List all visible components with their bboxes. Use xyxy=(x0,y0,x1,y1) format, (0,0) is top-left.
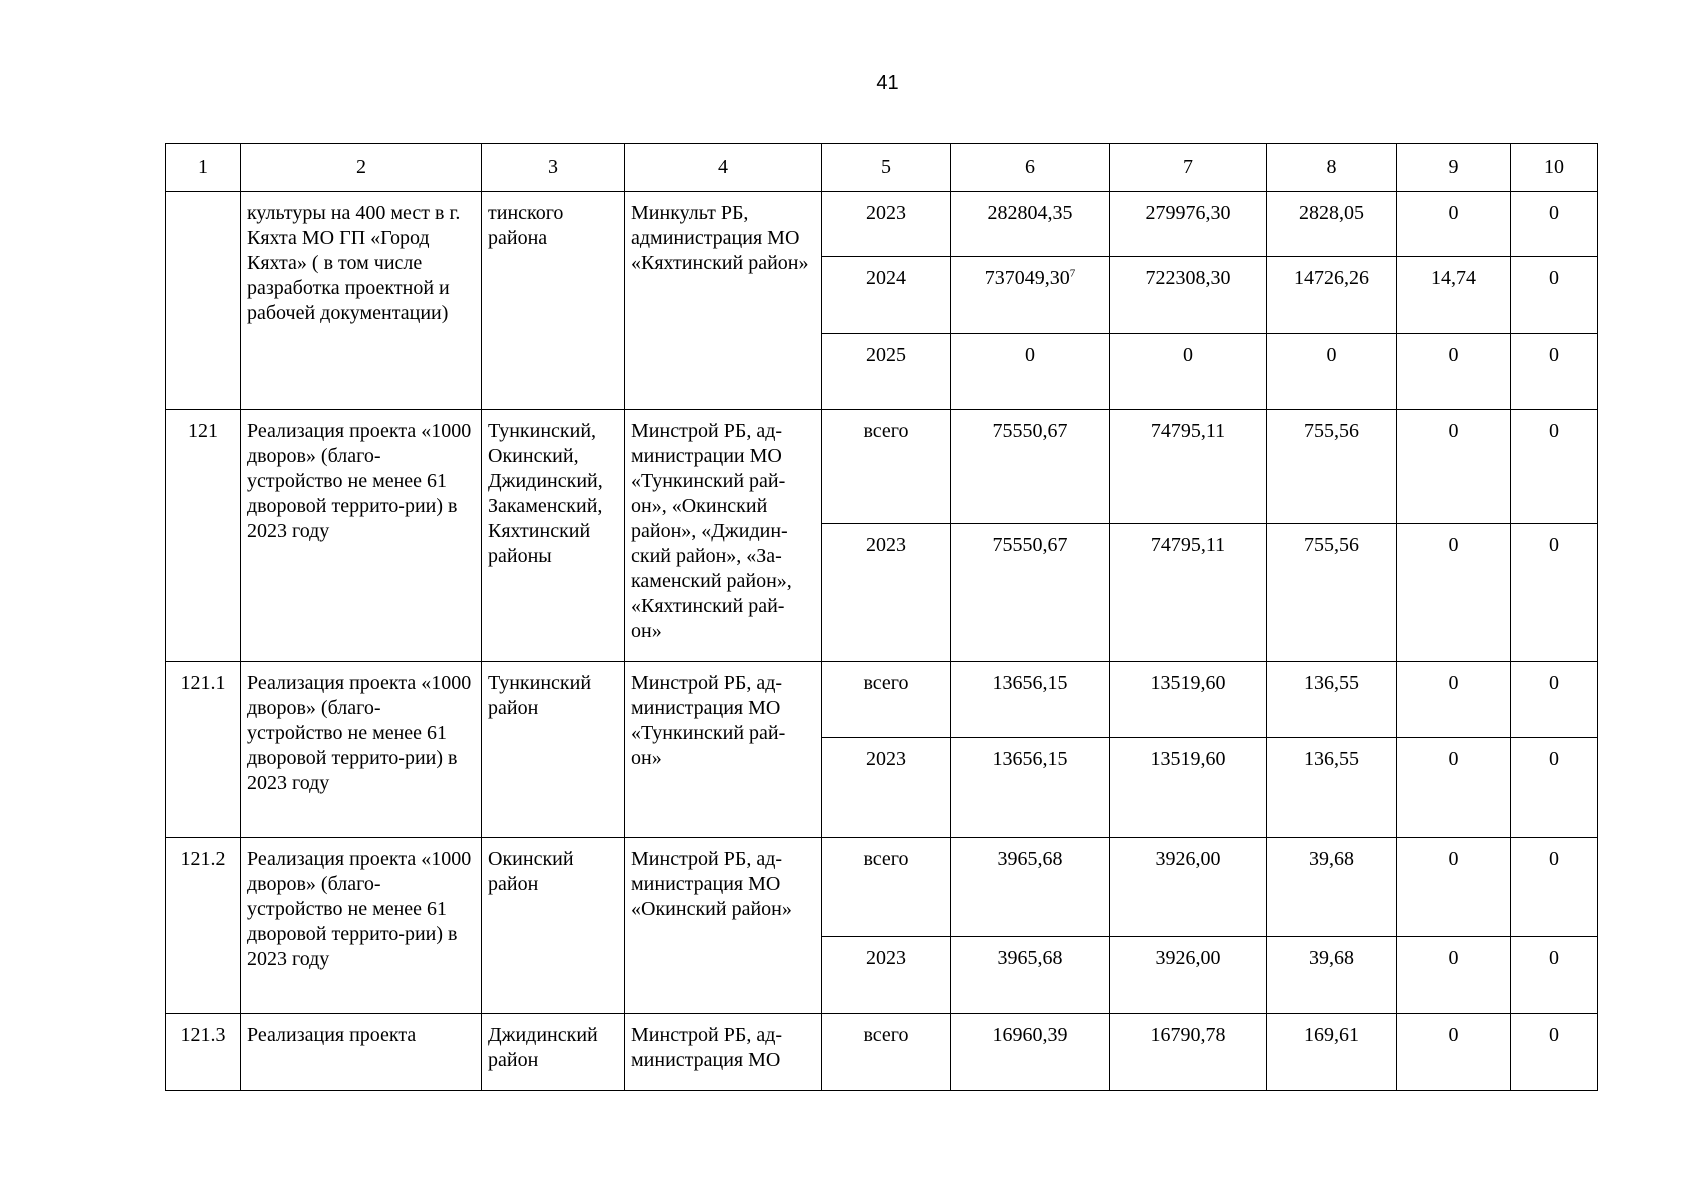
federal-cell: 0 xyxy=(1110,334,1267,410)
republic-cell: 755,56 xyxy=(1267,524,1397,662)
other-cell: 0 xyxy=(1511,662,1598,738)
total-value: 737049,30 xyxy=(984,267,1070,289)
local-cell: 14,74 xyxy=(1397,257,1511,334)
row-number: 121 xyxy=(166,410,241,662)
table-row xyxy=(166,838,1598,937)
row-number: 121.3 xyxy=(166,1014,241,1091)
year-cell: 2023 xyxy=(822,524,951,662)
header-cell: 5 xyxy=(822,144,951,192)
other-cell: 0 xyxy=(1511,738,1598,838)
republic-cell: 0 xyxy=(1267,334,1397,410)
row-number: 121.2 xyxy=(166,838,241,1014)
local-cell: 0 xyxy=(1397,334,1511,410)
federal-cell: 16790,78 xyxy=(1110,1014,1267,1091)
year-cell: 2024 xyxy=(822,257,951,334)
federal-cell: 74795,11 xyxy=(1110,524,1267,662)
measure-name: Реализация проекта «1000 дворов» (благо-устройство не менее 61 дворовой террито-рии) в 2023 году xyxy=(241,662,482,838)
budget-table xyxy=(165,143,1598,1091)
table-row xyxy=(166,410,1598,524)
header-cell: 2 xyxy=(241,144,482,192)
header-cell: 4 xyxy=(625,144,822,192)
year-cell: 2023 xyxy=(822,937,951,1014)
local-cell: 0 xyxy=(1397,410,1511,524)
total-cell: 3965,68 xyxy=(951,937,1110,1014)
local-cell: 0 xyxy=(1397,937,1511,1014)
territory: Окинский район xyxy=(482,838,625,1014)
federal-cell: 279976,30 xyxy=(1110,192,1267,257)
federal-cell: 3926,00 xyxy=(1110,838,1267,937)
total-cell: 282804,35 xyxy=(951,192,1110,257)
executor: Минкульт РБ, администрация МО «Кяхтинский район» xyxy=(625,192,822,410)
table-row xyxy=(166,1014,1598,1091)
executor: Минстрой РБ, ад-министрация МО xyxy=(625,1014,822,1091)
local-cell: 0 xyxy=(1397,738,1511,838)
page-number: 41 xyxy=(876,72,899,94)
total-cell: 75550,67 xyxy=(951,410,1110,524)
total-cell xyxy=(951,257,1110,334)
other-cell: 0 xyxy=(1511,524,1598,662)
other-cell: 0 xyxy=(1511,1014,1598,1091)
other-cell: 0 xyxy=(1511,257,1598,334)
measure-name: Реализация проекта «1000 дворов» (благо-устройство не менее 61 дворовой террито-рии) в 2023 году xyxy=(241,410,482,662)
executor: Минстрой РБ, ад-министрация МО «Тункинский рай-он» xyxy=(625,662,822,838)
row-number: 121.1 xyxy=(166,662,241,838)
year-cell: всего xyxy=(822,662,951,738)
table-row xyxy=(166,662,1598,738)
republic-cell: 14726,26 xyxy=(1267,257,1397,334)
local-cell: 0 xyxy=(1397,662,1511,738)
row-number xyxy=(166,192,241,410)
year-cell: всего xyxy=(822,1014,951,1091)
federal-cell: 3926,00 xyxy=(1110,937,1267,1014)
year-cell: всего xyxy=(822,410,951,524)
executor: Минстрой РБ, ад-министрация МО «Окинский район» xyxy=(625,838,822,1014)
federal-cell: 74795,11 xyxy=(1110,410,1267,524)
header-cell: 7 xyxy=(1110,144,1267,192)
territory: Тункинский район xyxy=(482,662,625,838)
total-cell: 13656,15 xyxy=(951,662,1110,738)
total-cell: 13656,15 xyxy=(951,738,1110,838)
measure-name: Реализация проекта «1000 дворов» (благо-устройство не менее 61 дворовой террито-рии) в 2023 году xyxy=(241,838,482,1014)
header-row xyxy=(166,144,1598,192)
footnote-mark: 7 xyxy=(1069,267,1076,280)
header-cell: 1 xyxy=(166,144,241,192)
federal-cell: 13519,60 xyxy=(1110,662,1267,738)
year-cell: всего xyxy=(822,838,951,937)
republic-cell: 39,68 xyxy=(1267,838,1397,937)
total-cell: 16960,39 xyxy=(951,1014,1110,1091)
republic-cell: 136,55 xyxy=(1267,662,1397,738)
other-cell: 0 xyxy=(1511,192,1598,257)
measure-name: Реализация проекта xyxy=(241,1014,482,1091)
year-cell: 2025 xyxy=(822,334,951,410)
other-cell: 0 xyxy=(1511,410,1598,524)
federal-cell: 722308,30 xyxy=(1110,257,1267,334)
measure-name: культуры на 400 мест в г. Кяхта МО ГП «Город Кяхта» ( в том числе разработка проектной и рабочей документации) xyxy=(241,192,482,410)
republic-cell: 755,56 xyxy=(1267,410,1397,524)
header-cell: 8 xyxy=(1267,144,1397,192)
territory: Джидинский район xyxy=(482,1014,625,1091)
other-cell: 0 xyxy=(1511,937,1598,1014)
total-cell: 3965,68 xyxy=(951,838,1110,937)
territory: тинского района xyxy=(482,192,625,410)
other-cell: 0 xyxy=(1511,838,1598,937)
republic-cell: 39,68 xyxy=(1267,937,1397,1014)
total-cell: 75550,67 xyxy=(951,524,1110,662)
executor: Минстрой РБ, ад-министрации МО «Тункинский рай-он», «Окинский район», «Джидин-ский район», «За-каменский район», «Кяхтинский рай-он» xyxy=(625,410,822,662)
republic-cell: 136,55 xyxy=(1267,738,1397,838)
header-cell: 3 xyxy=(482,144,625,192)
other-cell: 0 xyxy=(1511,334,1598,410)
local-cell: 0 xyxy=(1397,838,1511,937)
header-cell: 6 xyxy=(951,144,1110,192)
header-cell: 9 xyxy=(1397,144,1511,192)
territory: Тункинский, Окинский, Джидинский, Закаменский, Кяхтинский районы xyxy=(482,410,625,662)
local-cell: 0 xyxy=(1397,1014,1511,1091)
republic-cell: 2828,05 xyxy=(1267,192,1397,257)
header-cell: 10 xyxy=(1511,144,1598,192)
year-cell: 2023 xyxy=(822,738,951,838)
local-cell: 0 xyxy=(1397,192,1511,257)
local-cell: 0 xyxy=(1397,524,1511,662)
year-cell: 2023 xyxy=(822,192,951,257)
republic-cell: 169,61 xyxy=(1267,1014,1397,1091)
total-cell: 0 xyxy=(951,334,1110,410)
table-row xyxy=(166,192,1598,257)
federal-cell: 13519,60 xyxy=(1110,738,1267,838)
